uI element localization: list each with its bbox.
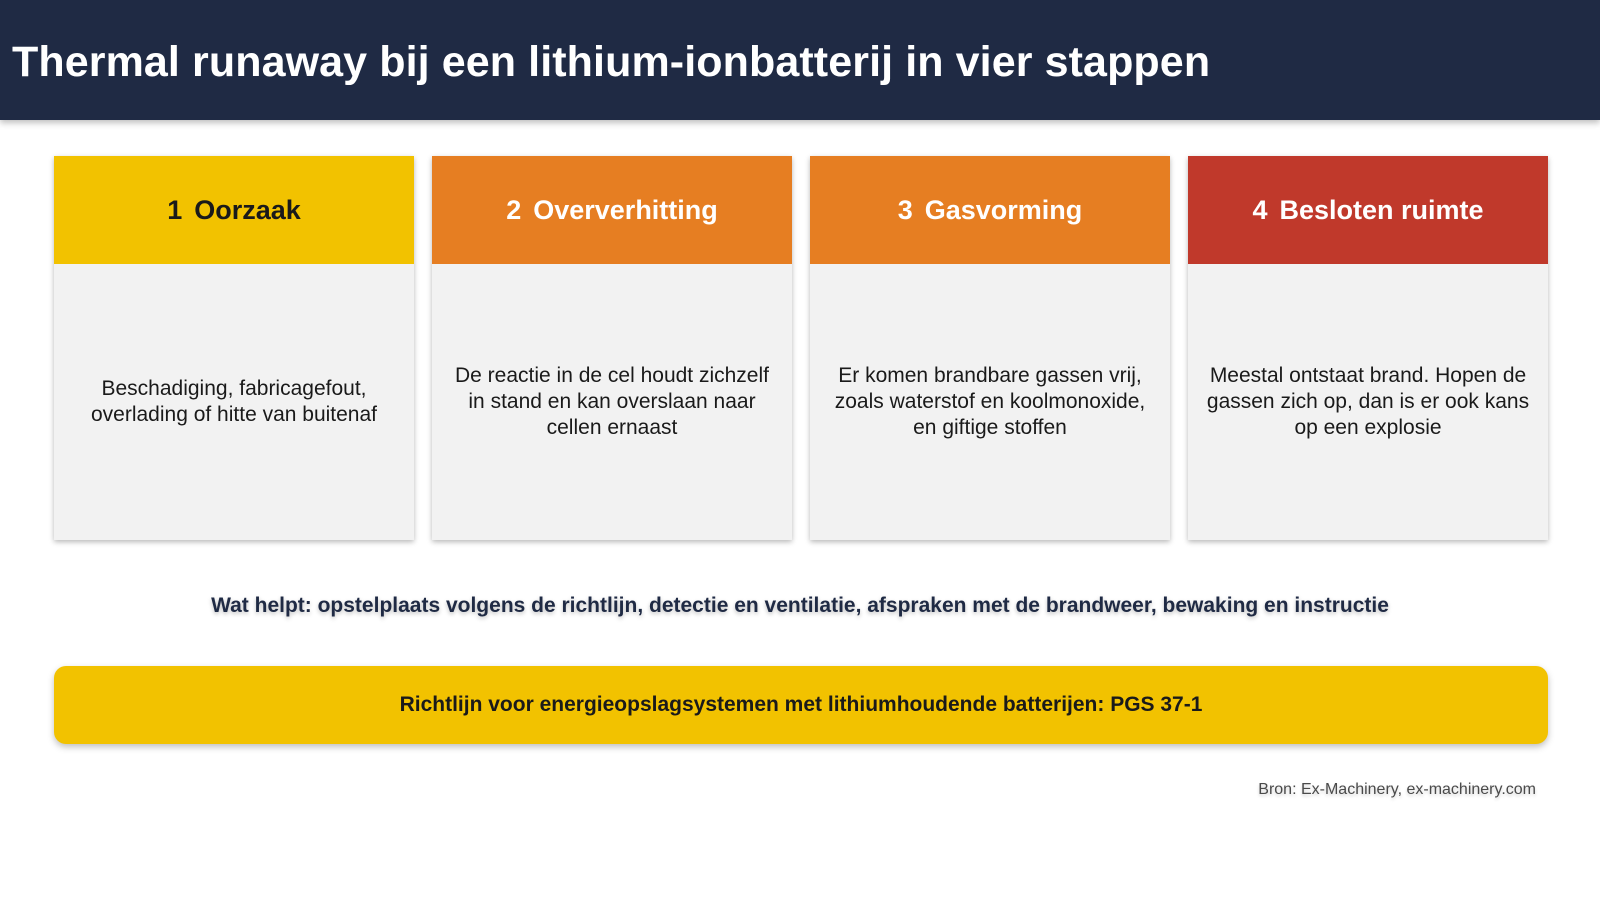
step-header-2 (432, 156, 792, 264)
step-text-3: Er komen brandbare gassen vrij, zoals waterstof en koolmonoxide, en giftige stoffen (834, 364, 1146, 439)
step-text-2: De reactie in de cel houdt zichzelf in stand en kan overslaan naar cellen ernaast (454, 364, 769, 439)
step-header-3 (810, 156, 1170, 264)
title-bar (0, 0, 1600, 120)
step-number-2: 2 (506, 194, 522, 225)
help-text: Wat helpt: opstelplaats volgens de richtlijn, detectie en ventilatie, afspraken met de brandweer, bewaking en instructie (211, 594, 1389, 617)
step-header-4 (1188, 156, 1548, 264)
step-card-3 (810, 156, 1170, 540)
guideline-text: Richtlijn voor energieopslagsystemen met lithiumhoudende batterijen: PGS 37-1 (399, 693, 1203, 716)
steps-row (54, 156, 1550, 540)
page-title: Thermal runaway bij een lithium-ionbatterij in vier stappen (12, 38, 1211, 86)
step-label-4: Besloten ruimte (1279, 194, 1484, 225)
step-number-4: 4 (1252, 194, 1268, 225)
step-number-3: 3 (897, 194, 913, 225)
step-card-4 (1188, 156, 1548, 540)
guideline-banner (54, 666, 1548, 744)
step-label-3: Gasvorming (924, 194, 1083, 225)
step-card-2 (432, 156, 792, 540)
step-card-1 (54, 156, 414, 540)
step-header-1 (54, 156, 414, 264)
step-text-1: Beschadiging, fabricagefout, overlading of hitte van buitenaf (90, 377, 378, 426)
step-number-1: 1 (167, 194, 183, 225)
step-label-1: Oorzaak (194, 194, 301, 225)
step-label-2: Oververhitting (533, 194, 718, 225)
step-text-4: Meestal ontstaat brand. Hopen de gassen zich op, dan is er ook kans op een explosie (1206, 364, 1530, 439)
source-credit: Bron: Ex-Machinery, ex-machinery.com (1258, 781, 1536, 798)
